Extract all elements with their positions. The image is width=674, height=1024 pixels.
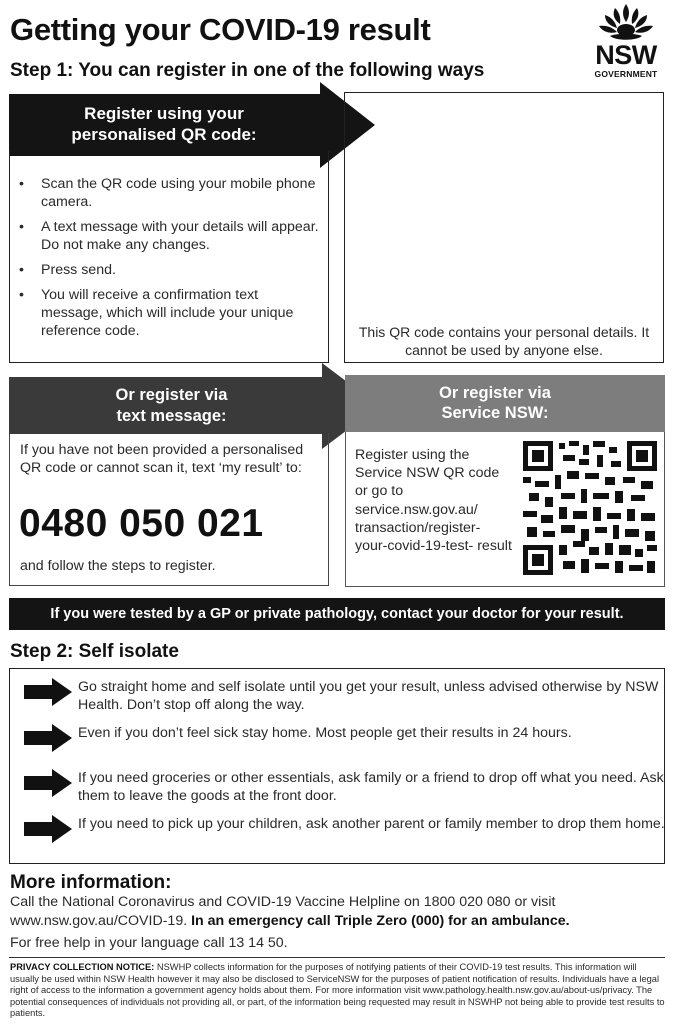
- logo-government-text: GOVERNMENT: [594, 69, 658, 79]
- language-help-text: For free help in your language call 13 14 50.: [10, 935, 288, 951]
- sms-register-heading-line2: text message:: [116, 407, 227, 425]
- self-isolate-text: Even if you don’t feel sick stay home. Most people get their results in 24 hours.: [78, 725, 572, 741]
- service-nsw-qr-code[interactable]: [523, 441, 657, 575]
- nsw-government-logo: [588, 2, 664, 80]
- privacy-label: PRIVACY COLLECTION NOTICE:: [10, 962, 155, 972]
- qr-register-steps: [19, 175, 319, 347]
- list-item: • A text message with your details will appear. Do not make any changes.: [19, 218, 319, 254]
- list-item: • You will receive a confirmation text message, which will include your unique reference code.: [19, 286, 319, 340]
- service-nsw-heading-line2: Service NSW:: [441, 404, 549, 422]
- self-isolate-text: Go straight home and self isolate until you get your result, unless advised otherwise by NSW Health. Don’t stop off along the way.: [78, 679, 659, 714]
- qr-register-heading: [9, 94, 319, 152]
- service-nsw-heading: [345, 383, 645, 423]
- arrow-right-icon: [24, 815, 72, 843]
- logo-nsw-text: NSW: [595, 40, 657, 70]
- service-nsw-heading-line1: Or register via: [439, 384, 551, 402]
- step2-heading: Step 2: Self isolate: [10, 641, 179, 662]
- list-item: • Press send.: [19, 261, 319, 279]
- qr-note: This QR code contains your personal details. It cannot be used by anyone else.: [358, 324, 650, 358]
- sms-register-heading-line1: Or register via: [115, 386, 228, 404]
- step1-heading: Step 1: You can register in one of the following ways: [10, 60, 485, 81]
- list-item: • Scan the QR code using your mobile phone camera.: [19, 175, 319, 211]
- waratah-icon: [588, 2, 664, 44]
- gp-banner: If you were tested by a GP or private pathology, contact your doctor for your result.: [9, 598, 665, 630]
- privacy-text: NSWHP collects information for the purposes of notifying patients of their COVID-19 test results. This information will usually be used within NSW Health however it may also be disclosed to ServiceNSW for the purposes of patient notification of results. Individuals have a legal right of access to the information a government agency holds about them. For more information visit www.pathology.health.nsw.gov.au/about-us/privacy. The potential consequences of individuals not providing all, or part, of the information being requested may result in NSWHP not being able to provide test results to patients.: [10, 962, 665, 1019]
- qr-register-heading-line1: Register using your: [84, 104, 244, 123]
- self-isolate-box: [9, 668, 665, 864]
- arrow-right-icon: [24, 724, 72, 752]
- self-isolate-text: If you need to pick up your children, ask another parent or family member to drop them home.: [78, 816, 665, 832]
- service-nsw-text: Register using the Service NSW QR code or go to service.nsw.gov.au/ transaction/register- your-covid-19-test- result: [355, 447, 512, 555]
- arrow-right-icon: [24, 678, 72, 706]
- more-info-text: [10, 893, 670, 930]
- privacy-notice: [10, 962, 666, 1020]
- arrow-right-icon: [24, 769, 72, 797]
- emergency-text: In an emergency call Triple Zero (000) for an ambulance.: [191, 912, 570, 929]
- more-info-heading: More information:: [10, 872, 172, 893]
- sms-register-heading: [9, 378, 334, 434]
- page-title: Getting your COVID-19 result: [10, 12, 431, 47]
- qr-register-heading-line2: personalised QR code:: [71, 125, 257, 144]
- helpline-text: Call the National Coronavirus and COVID-19 Vaccine Helpline on 1800 020 080 or visit www.nsw.gov.au/COVID-19.: [10, 894, 556, 929]
- self-isolate-text: If you need groceries or other essentials, ask family or a friend to drop off what you need. Ask them to leave the goods at the front door.: [78, 770, 664, 805]
- sms-phone-number: 0480 050 021: [19, 502, 264, 545]
- divider: [9, 957, 665, 958]
- sms-follow-text: and follow the steps to register.: [20, 558, 216, 574]
- sms-intro: If you have not been provided a personalised QR code or cannot scan it, text ‘my result’ to:: [20, 442, 304, 476]
